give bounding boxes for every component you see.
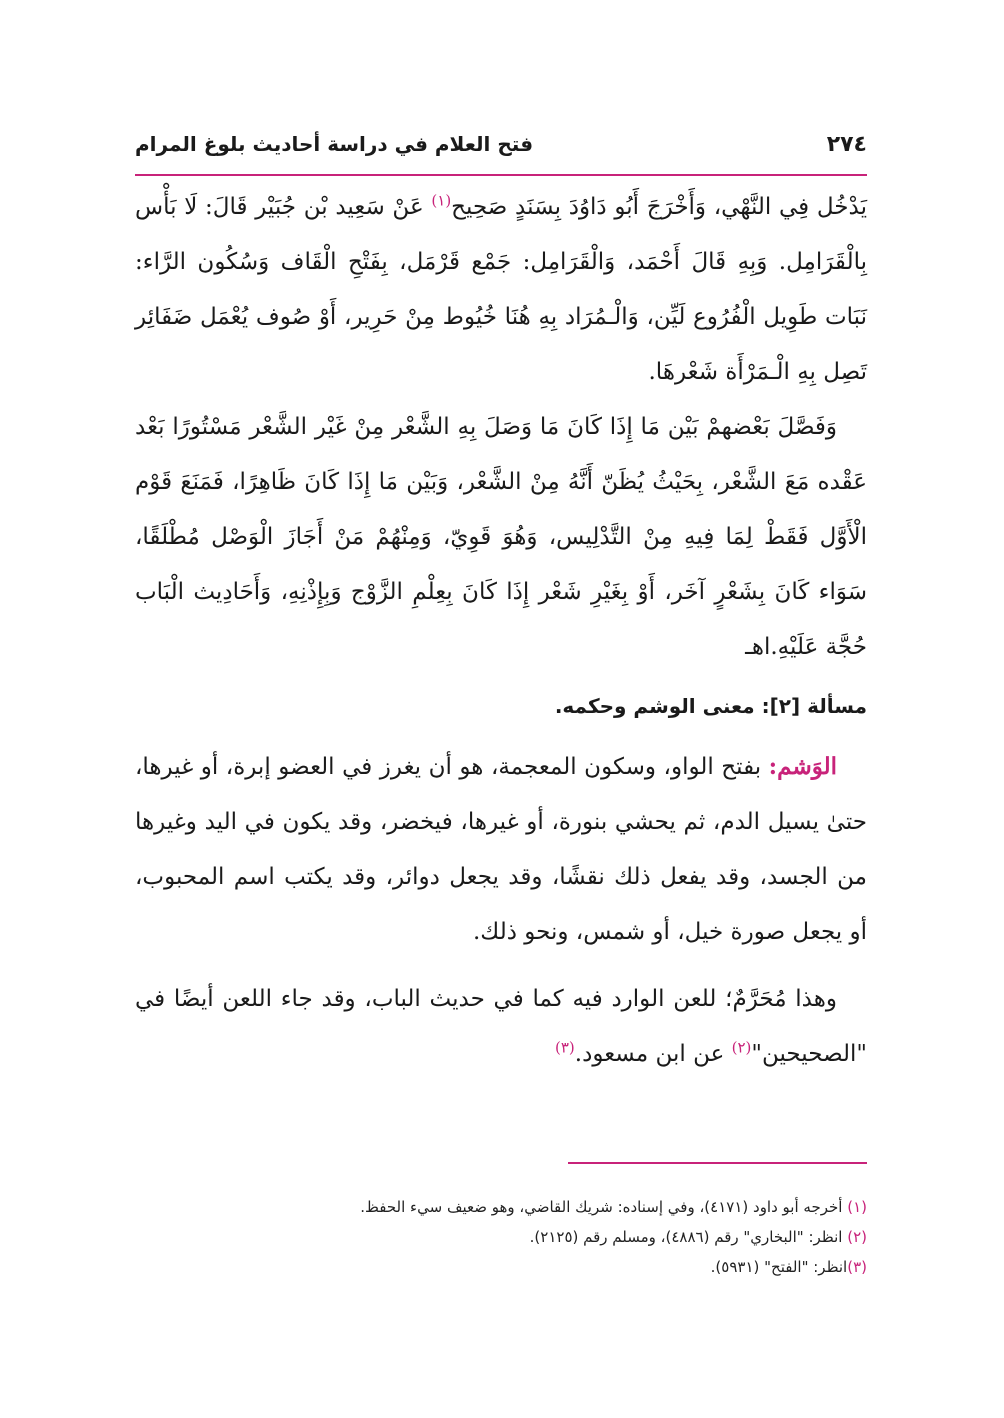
- page-header: [135, 128, 867, 168]
- header-divider: [135, 174, 867, 176]
- footnote-2: [135, 1222, 867, 1252]
- footnote-text: انظر: "الفتح" (٥٩٣١).: [710, 1258, 848, 1276]
- paragraph-3: [135, 739, 867, 960]
- footnote-text: انظر: "البخاري" رقم (٤٨٨٦)، ومسلم رقم (٢١٢٥).: [529, 1228, 848, 1246]
- term-label: الوَشم:: [768, 753, 837, 780]
- section-heading: مسألة [٢]: معنى الوشم وحكمه.: [554, 694, 867, 718]
- footnote-ref-2[interactable]: (٢): [731, 1038, 752, 1057]
- footnote-1: [135, 1192, 867, 1222]
- paragraph-2: وَفَصَّلَ بَعْضهمْ بَيْن مَا إِذَا كَانَ مَا وَصَلَ بِهِ الشَّعْر مِنْ غَيْر الشَّعْر مَسْتُورًا بَعْد عَقْده مَعَ الشَّعْر، بِحَيْثُ يُظَنّ أَنَّهُ مِنْ الشَّعْر، وَبَيْن مَا إِذَا كَانَ ظَاهِرًا، فَمَنَعَ قَوْم الْأَوَّل فَقَطْ لِمَا فِيهِ مِنْ التَّدْلِيس، وَهُوَ قَوِيّ، وَمِنْهُمْ مَنْ أَجَازَ الْوَصْل مُطْلَقًا، سَوَاء كَانَ بِشَعْرٍ آخَر، أَوْ بِغَيْرِ شَعْر إِذَا كَانَ بِعِلْمِ الزَّوْج وَبِإِذْنِهِ، وَأَحَادِيث الْبَاب حُجَّة عَلَيْهِ.اهـ: [135, 414, 867, 660]
- paragraph-4: [135, 972, 867, 1082]
- page-number: ٢٧٤: [826, 132, 867, 157]
- paragraph-1-text: يَدْخُل فِي النَّهْي، وَأَخْرَجَ أَبُو دَاوُدَ بِسَنَدٍ صَحِيح: [451, 194, 867, 220]
- footnote-text: أخرجه أبو داود (٤١٧١)، وفي إسناده: شريك القاضي، وهو ضعيف سيء الحفظ.: [360, 1198, 848, 1216]
- paragraph-1: [135, 180, 867, 400]
- footnote-number: (١): [847, 1198, 867, 1216]
- footnote-divider: [568, 1162, 867, 1164]
- footnote-ref-1[interactable]: (١): [431, 191, 452, 210]
- book-title: فتح العلام في دراسة أحاديث بلوغ المرام: [135, 132, 534, 156]
- main-text: [135, 180, 867, 1082]
- footnote-number: (٢): [847, 1228, 867, 1246]
- paragraph-1-rest: عَنْ سَعِيد بْن جُبَيْر قَالَ: لَا بَأْس بِالْقَرَامِل. وَبِهِ قَالَ أَحْمَد، وَالْقَرَامِل: جَمْع قَرْمَل، بِفَتْحِ الْقَاف وَسُكُون الرَّاء: نَبَات طَوِيل الْفُرُوع لَيِّن، وَالْـمُرَاد بِهِ هُنَا خُيُوط مِنْ حَرِير، أَوْ صُوف يُعْمَل ضَفَائِر تَصِل بِهِ الْـمَرْأَة شَعْرهَا.: [135, 194, 867, 385]
- footnotes: [135, 1192, 867, 1282]
- footnote-number: (٣): [847, 1258, 867, 1276]
- paragraph-4-rest: عن ابن مسعود.: [574, 1041, 732, 1067]
- paragraph-4-text: وهذا مُحَرَّمٌ؛ للعن الوارد فيه كما في حديث الباب، وقد جاء اللعن أيضًا في "الصحيحين": [135, 986, 867, 1067]
- paragraph-3-text: بفتح الواو، وسكون المعجمة، هو أن يغرز في العضو إبرة، أو غيرها، حتىٰ يسيل الدم، ثم يحشي بنورة، أو غيرها، فيخضر، وقد يكون في اليد وغيرها من الجسد، وقد يفعل ذلك نقشًا، وقد يجعل دوائر، وقد يكتب اسم المحبوب، أو يجعل صورة خيل، أو شمس، ونحو ذلك.: [135, 754, 867, 945]
- footnote-3: [135, 1252, 867, 1282]
- footnote-ref-3[interactable]: (٣): [555, 1038, 575, 1057]
